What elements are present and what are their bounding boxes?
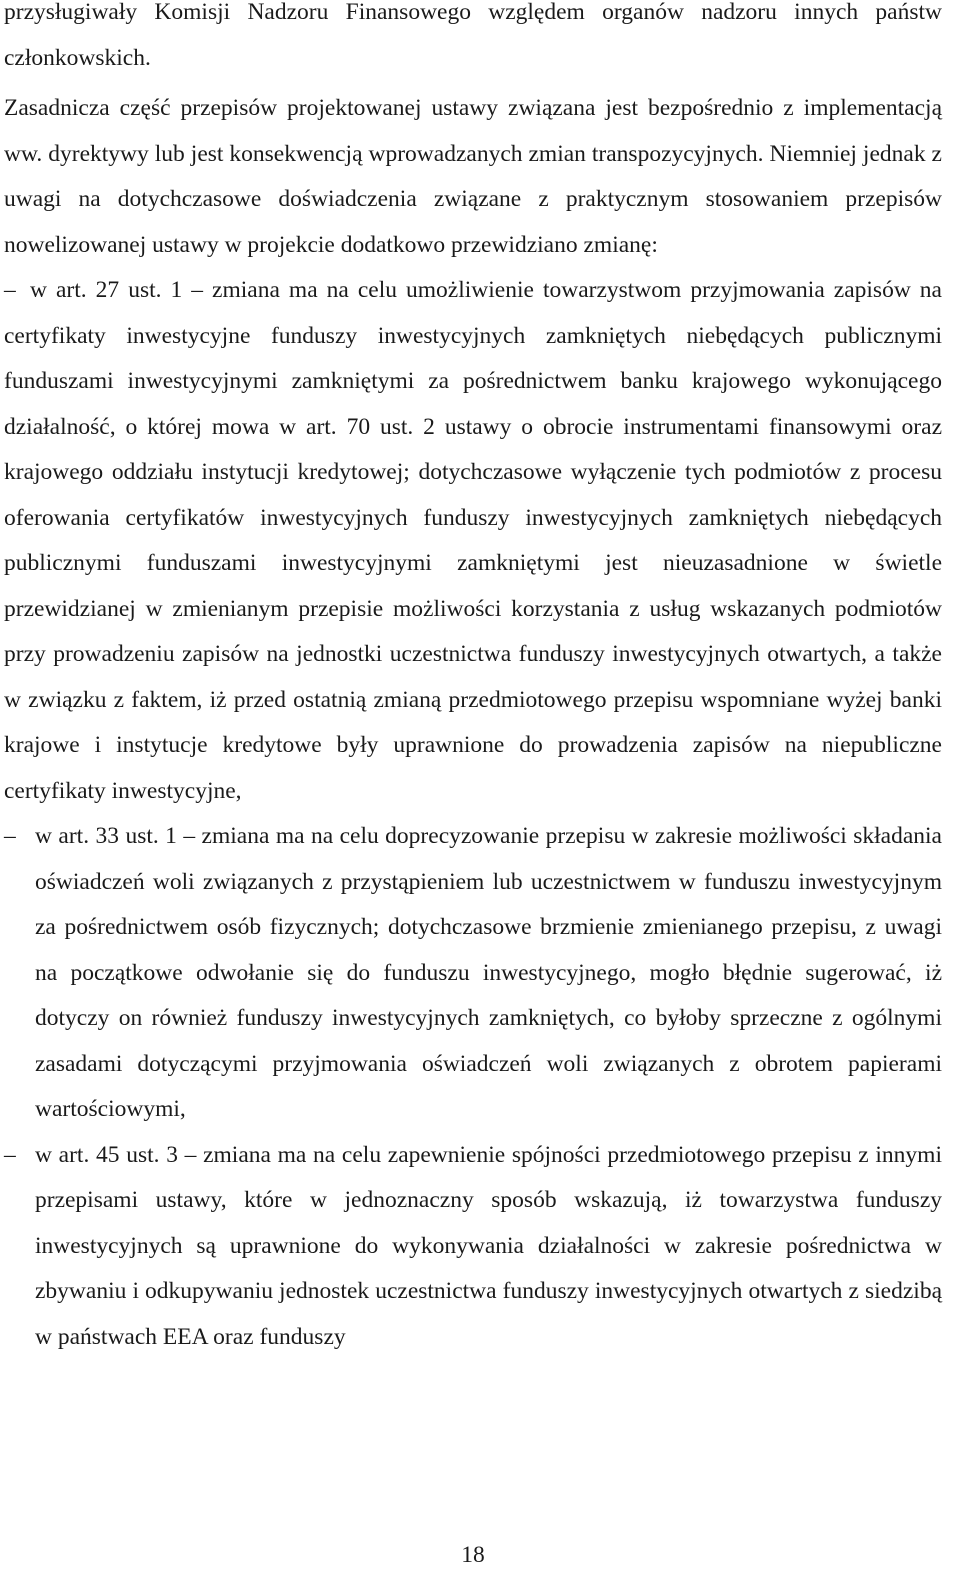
list-item-art-27 xyxy=(4,268,942,814)
page-number: 18 xyxy=(461,1542,485,1568)
intro-paragraph: Zasadnicza część przepisów projektowanej ustawy związana jest bezpośrednio z implementacją ww. dyrektywy lub jest konsekwencją wprowadzanych zmian transpozycyjnych. Niemniej jednak z uwagi na dotychczasowe doświadczenia związane z praktycznym stosowaniem przepisów nowelizowanej ustawy w projekcie dodatkowo przewidziano zmianę: xyxy=(4,95,942,258)
list-item-art-45 xyxy=(4,1133,942,1361)
document-page xyxy=(4,0,942,1360)
dash-marker: – xyxy=(4,277,16,303)
list-item-text: w art. 33 ust. 1 – zmiana ma na celu doprecyzowanie przepisu w zakresie możliwości składania oświadczeń woli związanych z przystąpieniem lub uczestnictwem w funduszu inwestycyjnym za pośrednictwem osób fizycznych; dotychczasowe brzmienie zmienianego przepisu, z uwagi na początkowe odwołanie się do funduszu inwestycyjnego, mogło błędnie sugerować, iż dotyczy on również funduszy inwestycyjnych zamkniętych, co byłoby sprzeczne z ogólnymi zasadami dotyczącymi przyjmowania oświadczeń woli związanych z obrotem papierami wartościowymi, xyxy=(35,823,942,1122)
list-item-text: w art. 45 ust. 3 – zmiana ma na celu zapewnienie spójności przedmiotowego przepisu z innymi przepisami ustawy, które w jednoznaczny sposób wskazują, iż towarzystwa funduszy inwestycyjnych są uprawnione do wykonywania działalności w zakresie pośrednictwa w zbywaniu i odkupywaniu jednostek uczestnictwa funduszy inwestycyjnych otwartych z siedzibą w państwach EEA oraz funduszy xyxy=(35,1141,942,1350)
dash-marker: – xyxy=(4,823,16,849)
list-item-art-33 xyxy=(4,814,942,1133)
list-item-text: w art. 27 ust. 1 – zmiana ma na celu umożliwienie towarzystwom przyjmowania zapisów na certyfikaty inwestycyjne funduszy inwestycyjnych zamkniętych niebędących publicznymi funduszami inwestycyjnymi zamkniętymi za pośrednictwem banku krajowego wykonującego działalność, o której mowa w art. 70 ust. 2 ustawy o obrocie instrumentami finansowymi oraz krajowego oddziału instytucji kredytowej; dotychczasowe wyłączenie tych podmiotów z procesu oferowania certyfikatów inwestycyjnych funduszy inwestycyjnych zamkniętych niebędących publicznymi funduszami inwestycyjnymi zamkniętymi jest nieuzasadnione w świetle przewidzianej w zmienianym przepisie możliwości korzystania z usług wskazanych podmiotów przy prowadzeniu zapisów na jednostki uczestnictwa funduszy inwestycyjnych otwartych, a także w związku z faktem, iż przed ostatnią zmianą przedmiotowego przepisu wspomniane wyżej banki krajowe i instytucje kredytowe były uprawnione do prowadzenia zapisów na niepubliczne certyfikaty inwestycyjne, xyxy=(4,277,942,804)
continuation-paragraph: przysługiwały Komisji Nadzoru Finansowego względem organów nadzoru innych państw członkowskich. xyxy=(4,0,942,71)
dash-marker: – xyxy=(4,1141,16,1168)
